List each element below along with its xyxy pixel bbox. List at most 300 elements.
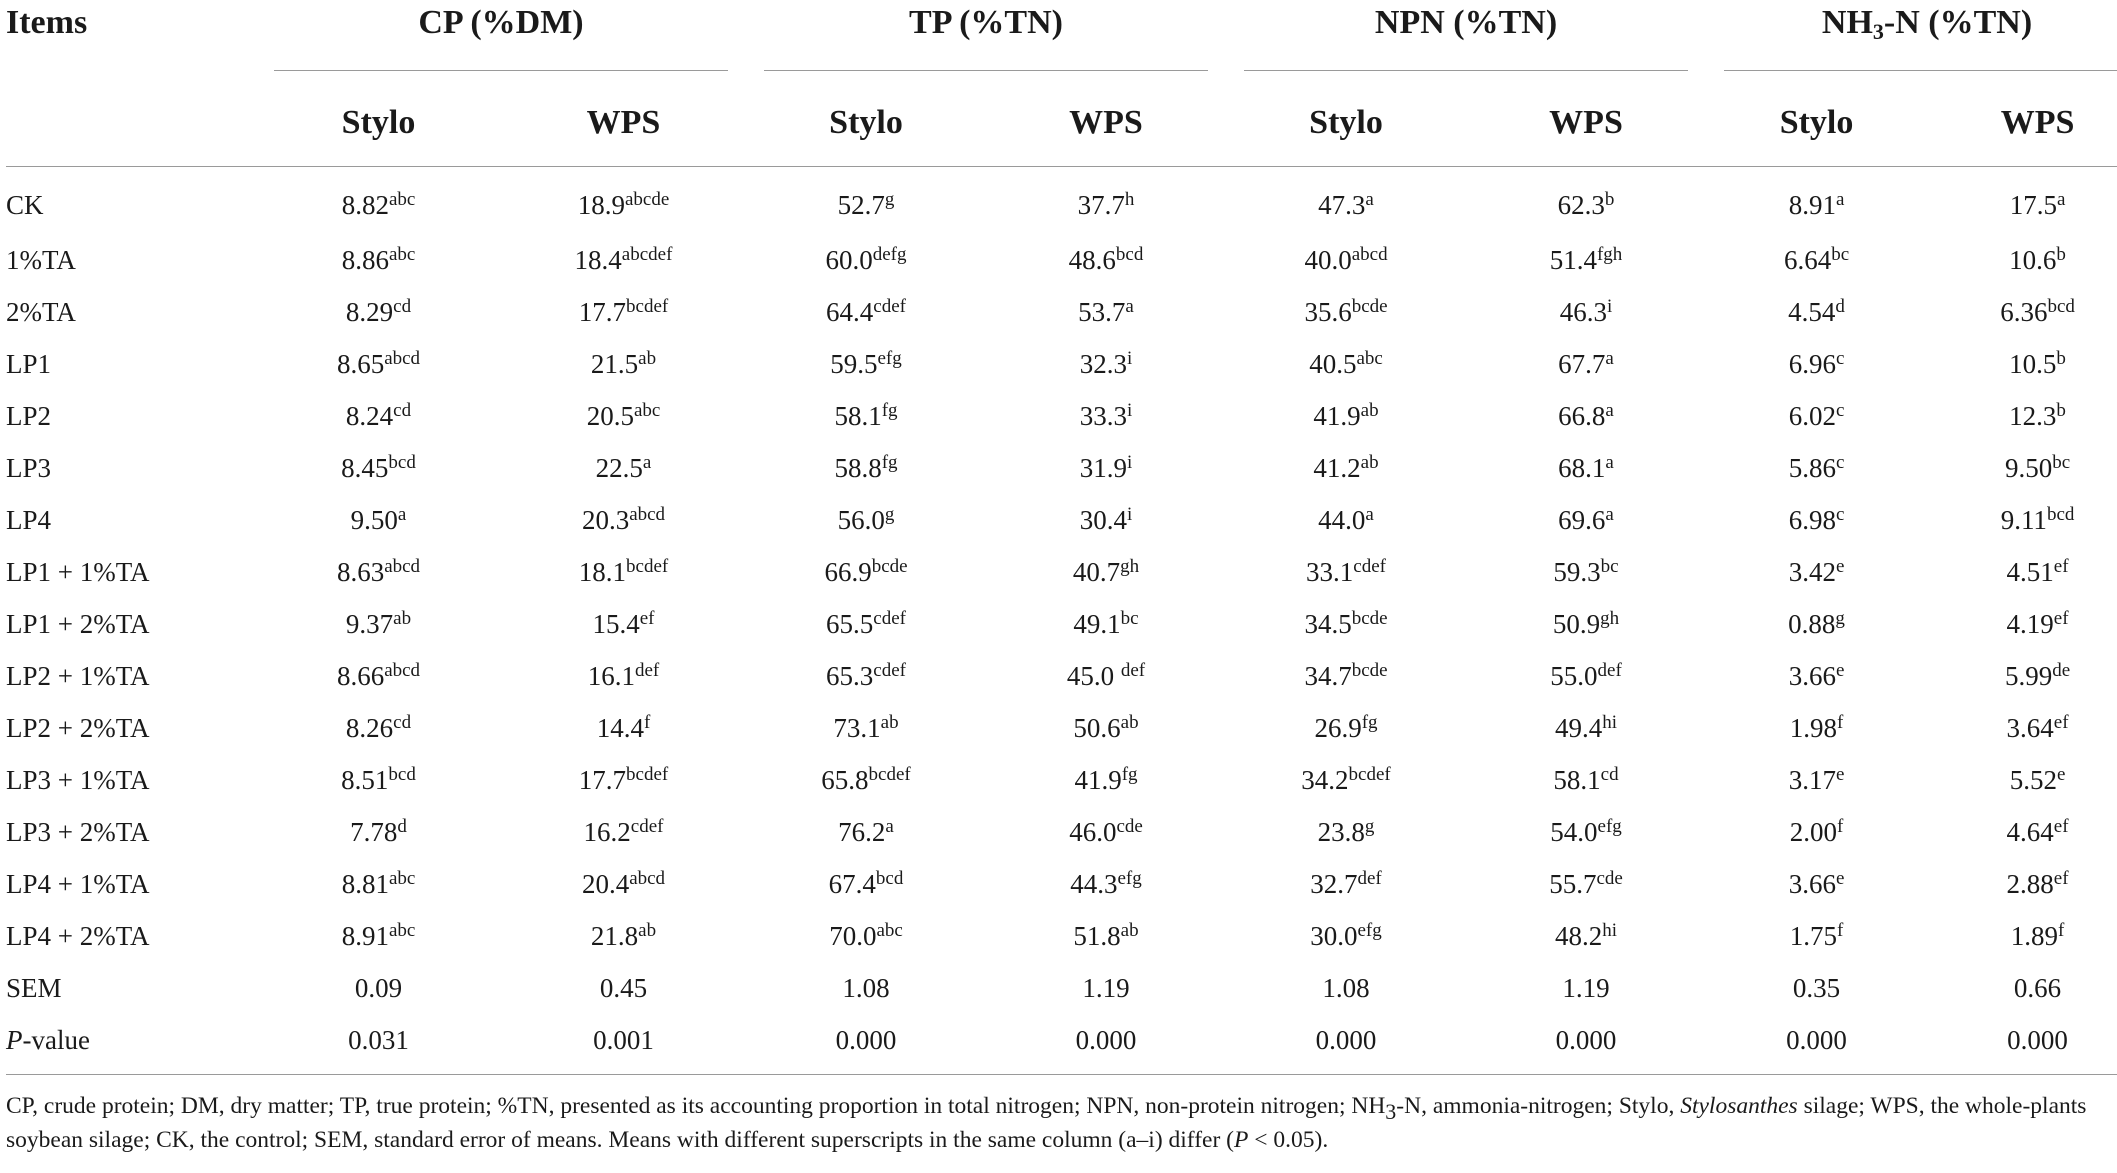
footnote-sub3: 3	[1385, 1099, 1397, 1124]
table-row	[6, 702, 2117, 754]
cell-value: 35.6	[1304, 296, 1352, 327]
cell-value: 6.02	[1788, 400, 1836, 431]
cell-value: 8.63	[336, 556, 385, 587]
group-title-nh3n-sub: 3	[1872, 19, 1884, 44]
cell-superscript: abcde	[624, 189, 670, 210]
cell-superscript: efg	[1597, 815, 1622, 837]
row-label-text: LP4	[6, 504, 52, 535]
cell-superscript: ab	[1360, 451, 1379, 473]
table-cell	[1226, 234, 1466, 286]
cell-value: 33.3	[1079, 400, 1127, 431]
table-cell	[501, 442, 746, 494]
cell-superscript: f	[1836, 815, 1844, 837]
table-cell	[256, 858, 501, 910]
table-cell	[1226, 494, 1466, 546]
cell-value: 65.8	[821, 764, 869, 795]
cell-value: 66.9	[824, 556, 872, 587]
table-cell	[1466, 286, 1706, 338]
cell-superscript: efg	[1357, 919, 1382, 941]
table-row	[6, 598, 2117, 650]
table-cell	[1927, 546, 2117, 598]
table-cell	[1466, 598, 1706, 650]
row-label	[6, 858, 256, 910]
cell-superscript: de	[2052, 659, 2071, 681]
cell-superscript: g	[1835, 607, 1845, 629]
cell-value: 34.7	[1304, 660, 1352, 691]
cell-superscript: cd	[1600, 763, 1619, 785]
cell-superscript: a	[2056, 189, 2066, 210]
subcol-header-wps: WPS	[1069, 104, 1143, 141]
table-row	[6, 806, 2117, 858]
cell-value: 31.9	[1079, 452, 1127, 483]
subcol-header-stylo: Stylo	[341, 104, 416, 141]
row-label-text: LP1 + 2%TA	[6, 608, 150, 639]
table-cell	[1226, 650, 1466, 702]
table-cell	[986, 806, 1226, 858]
table-cell	[1706, 650, 1927, 702]
cell-value: 8.26	[345, 712, 394, 743]
row-label	[6, 962, 256, 1014]
table-cell	[501, 546, 746, 598]
cell-value: 4.64	[2006, 816, 2054, 847]
cell-value: 45.0	[1066, 660, 1121, 691]
table-cell	[256, 910, 501, 962]
table-cell	[1466, 234, 1706, 286]
table-cell	[1927, 806, 2117, 858]
table-cell	[1706, 702, 1927, 754]
cell-value: 40.0	[1304, 244, 1352, 275]
cell-superscript: def	[1357, 867, 1382, 889]
table-cell	[501, 338, 746, 390]
cell-superscript: i	[1126, 451, 1133, 473]
table-cell	[1927, 962, 2117, 1014]
table-cell	[1226, 442, 1466, 494]
cell-value: 18.1	[578, 556, 627, 587]
table-cell	[1466, 754, 1706, 806]
cell-superscript: ab	[880, 711, 899, 733]
cell-value: 4.54	[1788, 296, 1836, 327]
cell-value: 3.64	[2006, 712, 2054, 743]
subcol-header-stylo: Stylo	[829, 104, 903, 141]
cell-superscript: g	[884, 189, 895, 210]
cell-value: 40.7	[1072, 556, 1121, 587]
table-cell	[986, 546, 1226, 598]
row-label-text: LP2 + 1%TA	[6, 660, 150, 691]
cell-value: 23.8	[1317, 816, 1365, 847]
cell-value: 15.4	[592, 608, 640, 639]
row-label-text: CK	[6, 190, 44, 220]
table-cell	[1706, 442, 1927, 494]
table-cell	[986, 494, 1226, 546]
table-cell	[256, 286, 501, 338]
cell-superscript: bc	[1831, 243, 1850, 265]
footnote-part3: silage; WPS, the whole-plants soybean silage; CK, the control; SEM, standard error of means. Means with different superscripts in the same column (a–i) differ (	[6, 1093, 2087, 1153]
cell-superscript: abcd	[629, 503, 666, 525]
cell-superscript: bcd	[2046, 503, 2075, 525]
cell-superscript: efg	[1117, 867, 1142, 889]
table-cell	[746, 910, 986, 962]
cell-value: 5.99	[2004, 660, 2053, 691]
cell-value: 7.78	[350, 816, 398, 847]
row-label	[6, 910, 256, 962]
table-cell	[1706, 338, 1927, 390]
header-blank	[6, 70, 256, 167]
cell-superscript: a	[642, 451, 652, 473]
table-cell	[1466, 910, 1706, 962]
cell-superscript: i	[1126, 347, 1133, 369]
protein-table	[6, 0, 2117, 1075]
cell-value: 3.42	[1788, 556, 1836, 587]
cell-superscript: bcde	[1351, 659, 1388, 681]
table-cell	[256, 598, 501, 650]
cell-superscript: defg	[872, 243, 907, 265]
cell-value: 4.19	[2006, 608, 2054, 639]
table-cell	[1466, 962, 1706, 1014]
subcol-header-wps: WPS	[586, 104, 661, 141]
cell-value: 67.7	[1558, 348, 1606, 379]
cell-superscript: e	[1835, 659, 1845, 681]
table-cell	[986, 442, 1226, 494]
cell-value: 0.000	[835, 1024, 897, 1055]
table-cell	[1927, 494, 2117, 546]
cell-value: 30.0	[1310, 920, 1358, 951]
cell-superscript: def	[1597, 659, 1622, 681]
cell-superscript: ab	[1360, 399, 1379, 421]
table-cell	[501, 1014, 746, 1075]
table-cell	[1706, 858, 1927, 910]
table-cell	[501, 390, 746, 442]
table-cell	[746, 390, 986, 442]
table-row	[6, 962, 2117, 1014]
cell-value: 21.5	[590, 348, 639, 379]
cell-superscript: abcd	[1351, 243, 1388, 265]
cell-superscript: e	[1835, 555, 1845, 577]
cell-value: 1.08	[842, 972, 890, 1003]
cell-superscript: a	[1365, 189, 1374, 210]
row-label	[6, 390, 256, 442]
row-label	[6, 546, 256, 598]
cell-superscript: cde	[1596, 867, 1623, 889]
cell-superscript: abcd	[384, 347, 421, 369]
cell-superscript: cdef	[1353, 555, 1386, 577]
table-cell	[1927, 598, 2117, 650]
table-cell	[501, 806, 746, 858]
group-title-nh3n-pre: NH	[1821, 4, 1873, 41]
cell-superscript: ef	[2053, 555, 2069, 577]
row-label	[6, 167, 256, 235]
cell-superscript: ab	[1120, 711, 1139, 733]
cell-value: 55.7	[1549, 868, 1597, 899]
table-cell	[746, 1014, 986, 1075]
cell-value: 46.3	[1559, 296, 1607, 327]
cell-superscript: i	[1126, 503, 1133, 525]
table-body	[6, 167, 2117, 1075]
cell-value: 20.3	[581, 504, 630, 535]
table-cell	[501, 702, 746, 754]
cell-value: 8.29	[345, 296, 394, 327]
cell-superscript: abc	[388, 919, 416, 941]
table-cell	[1226, 962, 1466, 1014]
table-cell	[986, 390, 1226, 442]
cell-value: 10.6	[2009, 244, 2057, 275]
group-header-nh3n	[1706, 0, 2117, 70]
table-cell	[1226, 546, 1466, 598]
cell-value: 12.3	[2009, 400, 2057, 431]
cell-superscript: g	[1364, 815, 1375, 837]
cell-value: 21.8	[590, 920, 639, 951]
cell-superscript: a	[1605, 503, 1614, 525]
cell-value: 50.9	[1552, 608, 1601, 639]
cell-value: 0.000	[1315, 1024, 1377, 1055]
table-cell	[256, 754, 501, 806]
footnote-part4: < 0.05).	[1248, 1127, 1329, 1153]
cell-superscript: gh	[1120, 555, 1140, 577]
cell-superscript: ab	[638, 347, 657, 369]
cell-value: 9.11	[2000, 504, 2047, 535]
cell-value: 6.98	[1788, 504, 1836, 535]
table-cell	[1927, 1014, 2117, 1075]
cell-superscript: bcde	[871, 555, 908, 577]
cell-value: 52.7	[837, 190, 885, 220]
cell-value: 0.45	[599, 972, 648, 1003]
row-label-italic: P	[6, 1024, 23, 1055]
cell-value: 8.45	[341, 452, 389, 483]
row-label	[6, 442, 256, 494]
row-label	[6, 806, 256, 858]
cell-value: 6.64	[1783, 244, 1832, 275]
table-figure	[6, 0, 2108, 1157]
cell-value: 9.50	[350, 504, 398, 535]
cell-superscript: a	[1835, 189, 1845, 210]
cell-value: 47.3	[1318, 190, 1366, 220]
table-cell	[501, 962, 746, 1014]
group-header-npn	[1226, 0, 1706, 70]
footnote-part2: -N, ammonia-nitrogen; Stylo,	[1396, 1093, 1681, 1119]
cell-superscript: a	[1125, 295, 1134, 317]
row-label-text: LP2 + 2%TA	[6, 712, 150, 743]
cell-superscript: abc	[633, 399, 661, 421]
group-title-npn: NPN (%TN)	[1374, 4, 1558, 41]
table-cell	[986, 702, 1226, 754]
cell-superscript: bcd	[388, 763, 416, 785]
table-row	[6, 546, 2117, 598]
cell-superscript: def	[1120, 659, 1146, 681]
table-cell	[1466, 702, 1706, 754]
table-cell	[256, 650, 501, 702]
cell-value: 41.9	[1313, 400, 1361, 431]
group-rule	[1724, 70, 2117, 71]
cell-superscript: c	[1835, 399, 1845, 421]
table-cell	[256, 390, 501, 442]
cell-value: 26.9	[1314, 712, 1362, 743]
cell-superscript: bcdef	[626, 295, 669, 317]
row-label-text: LP2	[6, 400, 52, 431]
cell-superscript: bc	[2052, 451, 2071, 473]
table-cell	[256, 702, 501, 754]
table-cell	[986, 167, 1226, 235]
cell-value: 9.50	[2004, 452, 2053, 483]
table-cell	[256, 546, 501, 598]
cell-value: 0.35	[1792, 972, 1841, 1003]
cell-superscript: h	[1124, 189, 1135, 210]
cell-superscript: cdef	[873, 659, 906, 681]
cell-superscript: fg	[881, 399, 898, 421]
cell-value: 18.4	[574, 244, 622, 275]
cell-value: 33.1	[1306, 556, 1354, 587]
cell-value: 1.19	[1082, 972, 1130, 1003]
table-cell	[1466, 650, 1706, 702]
table-cell	[256, 234, 501, 286]
cell-value: 67.4	[828, 868, 876, 899]
table-cell	[986, 1014, 1226, 1075]
group-title-nh3n	[1706, 4, 2117, 42]
table-cell	[1226, 598, 1466, 650]
row-label-text: 1%TA	[6, 244, 76, 275]
group-rule	[764, 70, 1208, 71]
row-label	[6, 650, 256, 702]
row-label-text: 2%TA	[6, 296, 76, 327]
group-title-tp: TP (%TN)	[909, 4, 1063, 41]
table-row	[6, 442, 2117, 494]
row-label-text: LP4 + 2%TA	[6, 920, 150, 951]
table-cell	[1927, 390, 2117, 442]
cell-value: 32.7	[1310, 868, 1358, 899]
cell-superscript: cdef	[873, 295, 906, 317]
cell-superscript: f	[643, 711, 651, 733]
cell-value: 0.000	[1786, 1024, 1847, 1055]
table-cell	[1706, 286, 1927, 338]
cell-superscript: a	[1605, 399, 1614, 421]
cell-value: 5.52	[2009, 764, 2057, 795]
cell-value: 50.6	[1073, 712, 1121, 743]
table-row	[6, 494, 2117, 546]
cell-value: 1.19	[1562, 972, 1610, 1003]
cell-value: 41.2	[1313, 452, 1361, 483]
cell-value: 0.000	[1075, 1024, 1137, 1055]
table-cell	[1927, 910, 2117, 962]
cell-value: 16.2	[583, 816, 631, 847]
cell-superscript: cd	[393, 711, 412, 733]
table-cell	[1226, 754, 1466, 806]
cell-superscript: b	[2056, 347, 2066, 369]
table-row	[6, 858, 2117, 910]
cell-value: 17.7	[578, 296, 627, 327]
cell-value: 1.98	[1789, 712, 1837, 743]
cell-superscript: ef	[2053, 867, 2069, 889]
cell-value: 41.9	[1074, 764, 1122, 795]
table-cell	[256, 494, 501, 546]
cell-value: 17.7	[578, 764, 627, 795]
cell-superscript: fg	[1121, 763, 1138, 785]
table-cell	[1706, 546, 1927, 598]
cell-value: 1.08	[1322, 972, 1370, 1003]
cell-value: 58.1	[834, 400, 882, 431]
table-cell	[746, 858, 986, 910]
group-header-cp	[256, 0, 746, 70]
table-cell	[986, 598, 1226, 650]
cell-superscript: gh	[1600, 607, 1620, 629]
cell-value: 8.91	[341, 920, 389, 951]
table-row	[6, 650, 2117, 702]
footnote-italic-stylo: Stylosanthes	[1680, 1093, 1798, 1119]
row-label-text: LP3	[6, 452, 52, 483]
table-cell	[501, 167, 746, 235]
cell-superscript: ef	[2053, 607, 2069, 629]
cell-superscript: bc	[1600, 555, 1619, 577]
table-cell	[501, 858, 746, 910]
cell-superscript: bc	[1120, 607, 1139, 629]
table-cell	[256, 806, 501, 858]
table-cell	[1466, 167, 1706, 235]
table-cell	[256, 1014, 501, 1075]
table-row	[6, 910, 2117, 962]
cell-superscript: a	[1605, 451, 1614, 473]
cell-superscript: bcd	[2047, 295, 2075, 317]
cell-superscript: b	[2056, 243, 2066, 265]
row-label-text: LP1 + 1%TA	[6, 556, 150, 587]
table-cell	[256, 338, 501, 390]
cell-value: 65.3	[826, 660, 874, 691]
cell-value: 65.5	[826, 608, 874, 639]
row-label	[6, 702, 256, 754]
cell-superscript: g	[884, 503, 895, 525]
cell-superscript: abcd	[384, 555, 421, 577]
table-cell	[1466, 338, 1706, 390]
cell-value: 60.0	[825, 244, 873, 275]
cell-superscript: c	[1835, 347, 1845, 369]
table-cell	[1226, 167, 1466, 235]
cell-value: 8.24	[345, 400, 394, 431]
cell-superscript: c	[1835, 503, 1845, 525]
group-title-cp: CP (%DM)	[418, 4, 584, 41]
table-cell	[1226, 806, 1466, 858]
cell-superscript: abc	[388, 867, 416, 889]
cell-value: 8.91	[1788, 190, 1836, 220]
cell-superscript: bcdef	[626, 555, 669, 577]
table-cell	[1466, 858, 1706, 910]
table-cell	[746, 442, 986, 494]
cell-value: 5.86	[1788, 452, 1836, 483]
cell-superscript: abc	[876, 919, 903, 941]
header-row-subcols	[6, 70, 2117, 167]
row-label	[6, 494, 256, 546]
table-cell	[501, 910, 746, 962]
cell-value: 0.88	[1788, 608, 1836, 639]
cell-value: 30.4	[1079, 504, 1127, 535]
footnote-italic-p: P	[1234, 1127, 1249, 1153]
cell-superscript: efg	[877, 347, 902, 369]
cell-superscript: a	[397, 503, 407, 525]
table-cell	[1466, 442, 1706, 494]
table-row	[6, 167, 2117, 235]
cell-superscript: c	[1835, 451, 1845, 473]
cell-superscript: cdef	[630, 815, 664, 837]
table-cell	[746, 702, 986, 754]
cell-superscript: bcd	[1115, 243, 1144, 265]
items-header: Items	[6, 4, 88, 41]
cell-value: 44.0	[1318, 504, 1366, 535]
cell-value: 14.4	[596, 712, 644, 743]
cell-value: 58.8	[834, 452, 882, 483]
cell-value: 1.89	[2010, 920, 2058, 951]
table-cell	[1706, 390, 1927, 442]
cell-superscript: abc	[388, 243, 416, 265]
cell-value: 73.1	[833, 712, 881, 743]
footnote-part1: CP, crude protein; DM, dry matter; TP, true protein; %TN, presented as its accounting proportion in total nitrogen; NPN, non-protein nitrogen; NH	[6, 1093, 1386, 1119]
cell-value: 59.3	[1553, 556, 1601, 587]
table-cell	[1706, 167, 1927, 235]
table-cell	[746, 754, 986, 806]
